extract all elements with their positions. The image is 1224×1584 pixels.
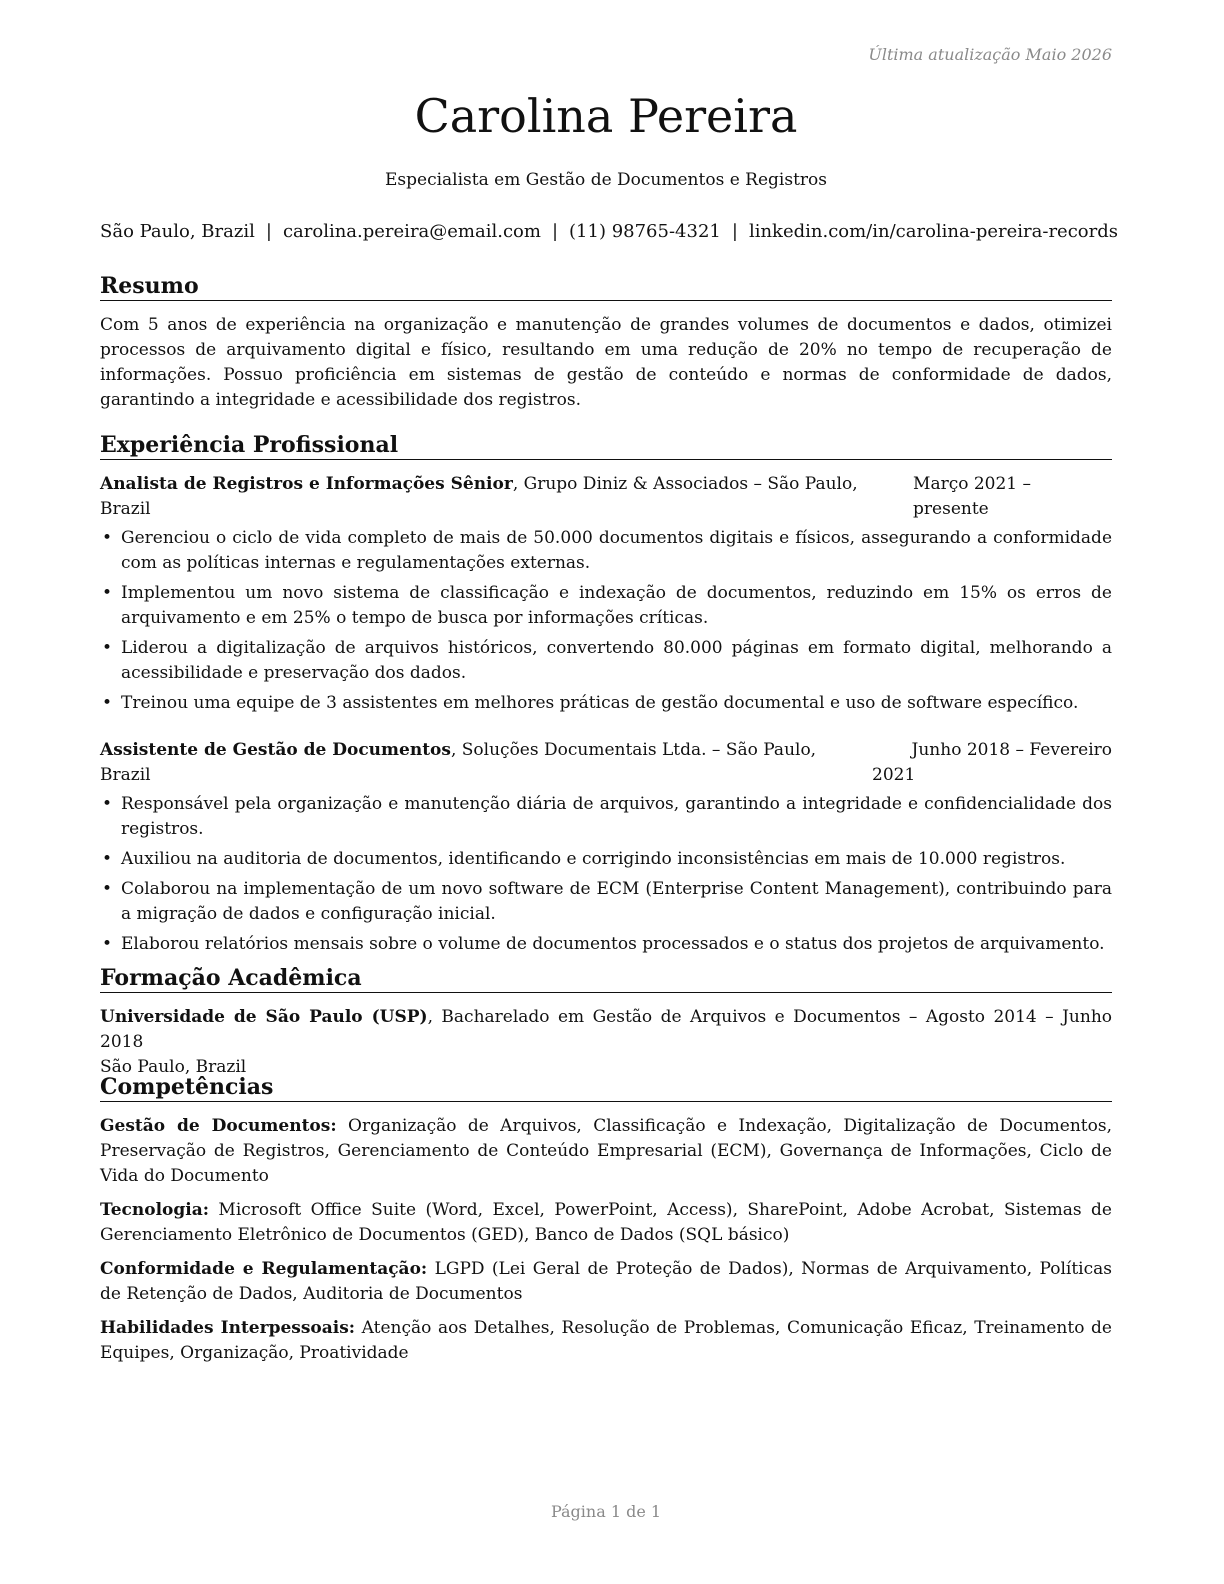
job-role: Analista de Registros e Informações Sênior bbox=[100, 474, 513, 494]
bullet-icon: • bbox=[102, 879, 113, 899]
job-dates: Junho 2018 – Fevereiro 2021 bbox=[872, 740, 1112, 785]
education-section bbox=[100, 964, 1112, 1080]
last-update: Última atualização Maio 2026 bbox=[868, 45, 1112, 64]
bullet-icon: • bbox=[102, 849, 113, 869]
page-number: Página 1 de 1 bbox=[550, 1502, 662, 1521]
bullet-icon: • bbox=[102, 693, 113, 713]
education-entry bbox=[100, 1005, 1112, 1080]
section-title-education: Formação Acadêmica bbox=[100, 964, 1112, 993]
contact-separator: | bbox=[551, 221, 559, 242]
contact-linkedin[interactable]: linkedin.com/in/carolina-pereira-records bbox=[748, 221, 1118, 242]
list-item: • Elaborou relatórios mensais sobre o volume de documentos processados e o status dos projetos de arquivamento. bbox=[100, 932, 1112, 957]
candidate-subtitle: Especialista em Gestão de Documentos e Registros bbox=[385, 170, 827, 190]
skill-group-text: Atenção aos Detalhes, Resolução de Problemas, Comunicação Eficaz, Treinamento de Equipes, Organização, Proatividade bbox=[100, 1318, 1112, 1363]
list-item: • Implementou um novo sistema de classificação e indexação de documentos, reduzindo em 15% os erros de arquivamento e em 25% o tempo de busca por informações críticas. bbox=[102, 583, 1112, 628]
bullet-icon: • bbox=[102, 794, 113, 814]
bullet-icon: • bbox=[102, 638, 113, 658]
resume-page bbox=[100, 0, 1118, 1584]
skill-group-text: Microsoft Office Suite (Word, Excel, PowerPoint, Access), SharePoint, Adobe Acrobat, Sistemas de Gerenciamento Eletrônico de Documentos (GED), Banco de Dados (SQL básico) bbox=[100, 1200, 1112, 1245]
job-company: , Soluções Documentais Ltda. – São Paulo, Brazil bbox=[100, 740, 817, 785]
contact-phone: (11) 98765-4321 bbox=[569, 221, 721, 242]
skill-group-label: Conformidade e Regulamentação: bbox=[100, 1259, 428, 1279]
education-degree: , Bacharelado em Gestão de Arquivos e Documentos – Agosto 2014 – Junho 2018 bbox=[100, 1007, 1113, 1052]
skill-group bbox=[100, 1198, 1112, 1248]
skill-group-label: Habilidades Interpessoais: bbox=[100, 1318, 356, 1338]
list-item: • Auxiliou na auditoria de documentos, identificando e corrigindo inconsistências em mais de 10.000 registros. bbox=[100, 847, 1112, 872]
list-item: • Treinou uma equipe de 3 assistentes em melhores práticas de gestão documental e uso de software específico. bbox=[100, 691, 1112, 716]
skill-group-text: LGPD (Lei Geral de Proteção de Dados), Normas de Arquivamento, Políticas de Retenção de Dados, Auditoria de Documentos bbox=[100, 1259, 1112, 1304]
education-location: São Paulo, Brazil bbox=[100, 1057, 247, 1077]
list-item: • Liderou a digitalização de arquivos históricos, convertendo 80.000 páginas em formato digital, melhorando a acessibilidade e preservação dos dados. bbox=[102, 638, 1112, 683]
skill-group-text: Organização de Arquivos, Classificação e Indexação, Digitalização de Documentos, Preservação de Registros, Gerenciamento de Conteúdo Empresarial (ECM), Governança de Informações, Ciclo de Vida do Documento bbox=[100, 1116, 1112, 1186]
job-role: Assistente de Gestão de Documentos bbox=[100, 740, 451, 760]
skill-group bbox=[100, 1257, 1112, 1307]
education-school: Universidade de São Paulo (USP) bbox=[100, 1007, 428, 1027]
contact-email[interactable]: carolina.pereira@email.com bbox=[282, 221, 541, 242]
skill-group-label: Tecnologia: bbox=[100, 1200, 209, 1220]
skill-group bbox=[100, 1316, 1112, 1366]
bullet-icon: • bbox=[102, 528, 113, 548]
skill-group-label: Gestão de Documentos: bbox=[100, 1116, 337, 1136]
job-entry bbox=[100, 738, 1112, 957]
list-item: • Colaborou na implementação de um novo software de ECM (Enterprise Content Management), contribuindo para a migração de dados e configuração inicial. bbox=[102, 879, 1112, 924]
skills-section bbox=[100, 1073, 1112, 1375]
contact-separator: | bbox=[731, 221, 738, 242]
contact-location: São Paulo, Brazil bbox=[100, 221, 255, 242]
summary-text: Com 5 anos de experiência na organização e manutenção de grandes volumes de documentos e dados, otimizei processos de arquivamento digital e físico, resultando em uma redução de 20% no tempo de recuperação de informações. Possuo proficiência em sistemas de gestão de conteúdo e normas de conformidade de dados, garantindo a integridade e acessibilidade dos registros. bbox=[100, 315, 1112, 410]
section-title-experience: Experiência Profissional bbox=[100, 431, 1112, 460]
job-bullets bbox=[100, 792, 1112, 957]
list-item: • Gerenciou o ciclo de vida completo de mais de 50.000 documentos digitais e físicos, assegurando a conformidade com as políticas internas e regulamentações externas. bbox=[102, 528, 1112, 573]
section-title-skills: Competências bbox=[100, 1073, 1112, 1102]
job-bullets bbox=[100, 526, 1112, 716]
candidate-name: Carolina Pereira bbox=[414, 89, 798, 143]
contact-separator: | bbox=[265, 221, 272, 242]
experience-section bbox=[100, 431, 1112, 962]
job-dates: Março 2021 – presente bbox=[913, 474, 1032, 519]
bullet-icon: • bbox=[102, 583, 113, 603]
summary-section bbox=[100, 272, 1112, 413]
job-header bbox=[100, 738, 1112, 788]
list-item: • Responsável pela organização e manutenção diária de arquivos, garantindo a integridade e confidencialidade dos registros. bbox=[102, 794, 1112, 839]
skill-group bbox=[100, 1114, 1112, 1189]
job-entry bbox=[100, 472, 1112, 716]
job-company: , Grupo Diniz & Associados – São Paulo, Brazil bbox=[100, 474, 858, 519]
job-header bbox=[100, 472, 1112, 522]
section-title-summary: Resumo bbox=[100, 272, 1112, 301]
bullet-icon: • bbox=[102, 934, 113, 954]
contact-line bbox=[100, 220, 1118, 244]
